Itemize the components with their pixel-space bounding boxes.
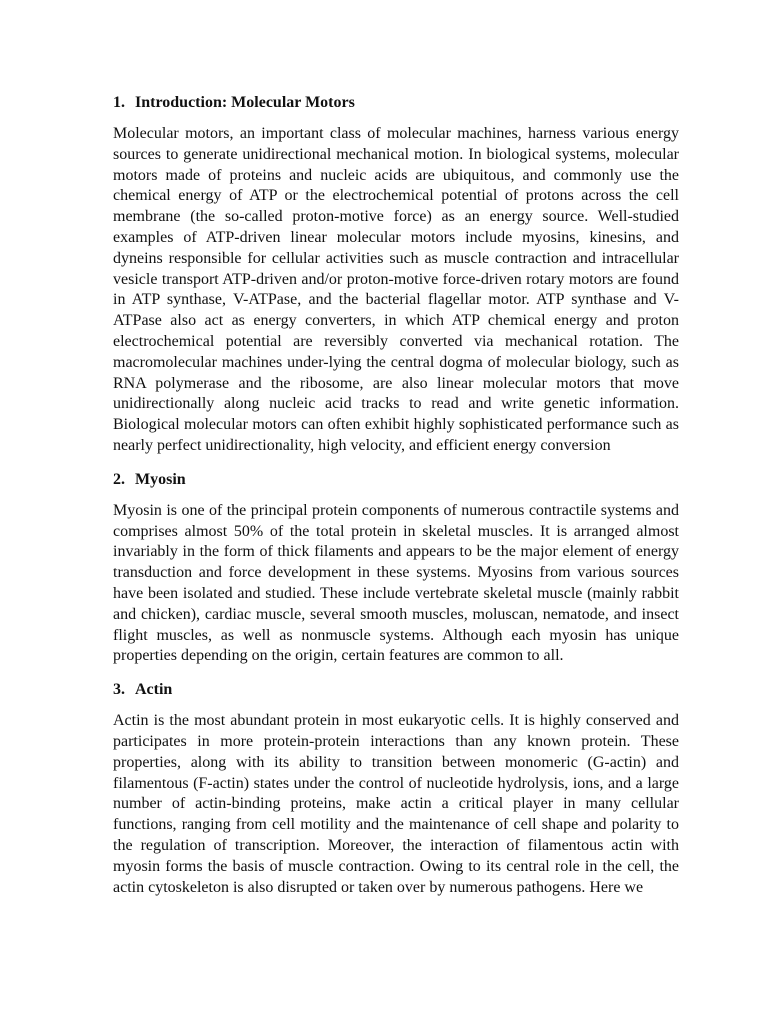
section-heading-introduction <box>113 93 679 113</box>
section-heading-myosin <box>113 470 679 490</box>
section-paragraph-introduction: Molecular motors, an important class of molecular machines, harness various energy sources to generate unidirectional mechanical motion. In biological systems, molecular motors made of proteins and nucleic acids are ubiquitous, and commonly use the chemical energy of ATP or the electrochemical potential of protons across the cell membrane (the so-called proton-motive force) as an energy source. Well-studied examples of ATP-driven linear molecular motors include myosins, kinesins, and dyneins responsible for cellular activities such as muscle contraction and intracellular vesicle transport ATP-driven and/or proton-motive force-driven rotary motors are found in ATP synthase, V-ATPase, and the bacterial flagellar motor. ATP synthase and V-ATPase also act as energy converters, in which ATP chemical energy and proton electrochemical potential are reversibly converted via mechanical rotation. The macromolecular machines under-lying the central dogma of molecular biology, such as RNA polymerase and the ribosome, are also linear molecular motors that move unidirectionally along nucleic acid tracks to read and write genetic information. Biological molecular motors can often exhibit highly sophisticated performance such as nearly perfect unidirectionality, high velocity, and efficient energy conversion <box>113 125 679 454</box>
section-heading-actin <box>113 680 679 700</box>
document-page <box>113 93 679 911</box>
section-title: Myosin <box>135 470 186 488</box>
section-title: Introduction: Molecular Motors <box>135 94 355 111</box>
section-number: 2. <box>113 470 125 488</box>
section-title: Actin <box>135 681 173 699</box>
section-paragraph-myosin: Myosin is one of the principal protein components of numerous contractile systems and comprises almost 50% of the total protein in skeletal muscles. It is arranged almost invariably in the form of thick filaments and appears to be the major element of energy transduction and force development in these systems. Myosins from various sources have been isolated and studied. These include vertebrate skeletal muscle (mainly rabbit and chicken), cardiac muscle, several smooth muscles, moluscan, nematode, and insect flight muscles, as well as nonmuscle systems. Although each myosin has unique properties depending on the origin, certain features are common to all. <box>113 501 679 665</box>
section-number: 3. <box>113 681 125 699</box>
section-number: 1. <box>113 94 125 111</box>
section-paragraph-actin: Actin is the most abundant protein in most eukaryotic cells. It is highly conserved and participates in more protein-protein interactions than any known protein. These properties, along with its ability to transition between monomeric (G-actin) and filamentous (F-actin) states under the control of nucleotide hydrolysis, ions, and a large number of actin-binding proteins, make actin a critical player in many cellular functions, ranging from cell motility and the maintenance of cell shape and polarity to the regulation of transcription. Moreover, the interaction of filamentous actin with myosin forms the basis of muscle contraction. Owing to its central role in the cell, the actin cytoskeleton is also disrupted or taken over by numerous pathogens. Here we <box>113 712 679 896</box>
